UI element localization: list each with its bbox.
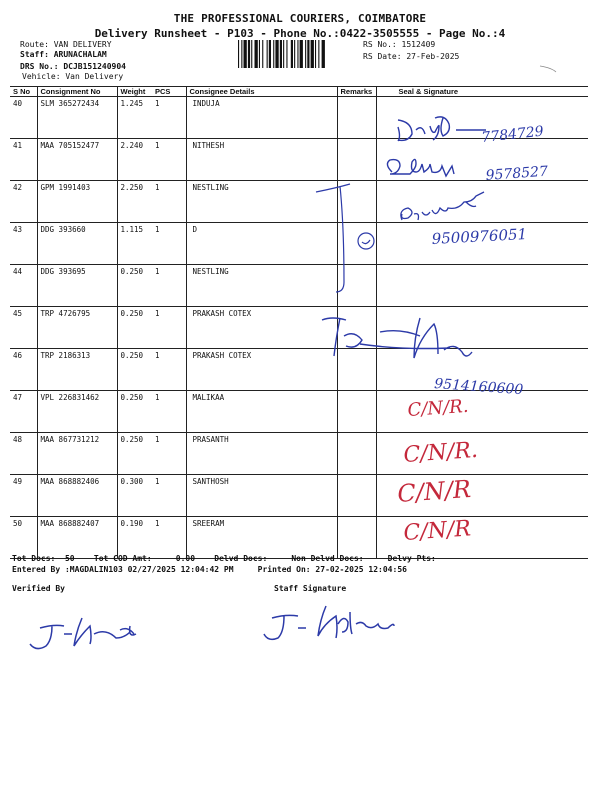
- table-row: [10, 391, 588, 433]
- row-consignee: SREERAM: [186, 517, 337, 559]
- row-consignment: MAA 867731212: [37, 433, 117, 475]
- table-row: [10, 97, 588, 139]
- row-sno: 47: [10, 391, 37, 433]
- row-pcs: 1: [152, 139, 186, 181]
- row-pcs: 1: [152, 349, 186, 391]
- col-header-consignee: Consignee Details: [186, 87, 337, 97]
- company-title: THE PROFESSIONAL COURIERS, COIMBATORE: [173, 12, 427, 25]
- verified-by-label: Verified By: [12, 584, 65, 593]
- vehicle-line: Vehicle: Van Delivery: [22, 72, 124, 81]
- handwritten-phone: 9500976051: [431, 225, 528, 248]
- row-consignee: NESTLING: [186, 265, 337, 307]
- row-consignment: MAA 868882407: [37, 517, 117, 559]
- staff-signature-label: Staff Signature: [274, 584, 347, 593]
- row-weight: 0.300: [117, 475, 152, 517]
- table-row: [10, 517, 588, 559]
- row-seal-signature: [376, 349, 588, 391]
- barcode-bar: [311, 40, 314, 68]
- row-remarks: [337, 307, 376, 349]
- table-row: [10, 139, 588, 181]
- row-seal-signature: [376, 433, 588, 475]
- col-header-weight: Weight: [117, 87, 152, 97]
- barcode-bar: [280, 40, 282, 68]
- row-pcs: 1: [152, 307, 186, 349]
- row-consignment: TRP 4726795: [37, 307, 117, 349]
- barcode-bar: [305, 40, 306, 68]
- row-consignee: PRASANTH: [186, 433, 337, 475]
- col-header-seal: Seal & Signature: [376, 87, 588, 97]
- row-consignee: MALIKAA: [186, 391, 337, 433]
- row-consignee: PRAKASH COTEX: [186, 349, 337, 391]
- row-weight: 0.250: [117, 265, 152, 307]
- row-remarks: [337, 475, 376, 517]
- row-consignee: SANTHOSH: [186, 475, 337, 517]
- handwritten-cnr: C/N/R: [402, 516, 472, 546]
- row-pcs: 1: [152, 265, 186, 307]
- row-consignee: INDUJA: [186, 97, 337, 139]
- row-consignment: MAA 868882406: [37, 475, 117, 517]
- row-remarks: [337, 517, 376, 559]
- barcode-bar: [259, 40, 260, 68]
- barcode-bar: [318, 40, 319, 68]
- row-sno: 44: [10, 265, 37, 307]
- table-header-row: [10, 87, 588, 97]
- stray-mark: [540, 66, 556, 72]
- row-seal-signature: [376, 265, 588, 307]
- barcode-bar: [255, 40, 258, 68]
- row-remarks: [337, 223, 376, 265]
- row-seal-signature: [376, 139, 588, 181]
- barcode-bar: [283, 40, 284, 68]
- barcode-bar: [248, 40, 250, 68]
- row-weight: 2.240: [117, 139, 152, 181]
- row-seal-signature: [376, 181, 588, 223]
- table-row: [10, 475, 588, 517]
- runsheet-table: [10, 86, 588, 559]
- row-weight: 0.190: [117, 517, 152, 559]
- barcode-bar: [322, 40, 325, 68]
- barcode-bar: [307, 40, 309, 68]
- row-seal-signature: [376, 223, 588, 265]
- drs-line: DRS No.: DCJB151240904: [20, 62, 126, 71]
- barcode-bar: [286, 40, 287, 68]
- col-header-sno: S No: [10, 87, 37, 97]
- row-seal-signature: [376, 475, 588, 517]
- handwritten-phone: 7784729: [480, 123, 545, 146]
- row-sno: 41: [10, 139, 37, 181]
- row-consignment: SLM 365272434: [37, 97, 117, 139]
- row-weight: 1.115: [117, 223, 152, 265]
- row-weight: 2.250: [117, 181, 152, 223]
- row-sno: 50: [10, 517, 37, 559]
- row-seal-signature: [376, 517, 588, 559]
- row-remarks: [337, 349, 376, 391]
- table-row: [10, 181, 588, 223]
- rs-number: RS No.: 1512409: [363, 40, 436, 49]
- row-weight: 0.250: [117, 349, 152, 391]
- entered-line: Entered By :MAGDALIN103 02/27/2025 12:04:42 PM Printed On: 27-02-2025 12:04:56: [12, 565, 407, 574]
- barcode: [238, 40, 350, 68]
- row-remarks: [337, 265, 376, 307]
- table-row: [10, 349, 588, 391]
- handwritten-phone: 9578527: [485, 163, 549, 184]
- row-remarks: [337, 391, 376, 433]
- barcode-bar: [241, 40, 242, 68]
- row-consignment: MAA 705152477: [37, 139, 117, 181]
- row-consignee: NESTLING: [186, 181, 337, 223]
- row-weight: 1.245: [117, 97, 152, 139]
- handwritten-cnr: C/N/R: [396, 474, 472, 508]
- barcode-bar: [238, 40, 239, 68]
- row-consignment: DDG 393660: [37, 223, 117, 265]
- handwritten-phone: 9514160600: [433, 376, 524, 399]
- row-remarks: [337, 139, 376, 181]
- runsheet-subtitle: Delivery Runsheet - P103 - Phone No.:0422-3505555 - Page No.:4: [94, 27, 506, 40]
- table-row: [10, 433, 588, 475]
- barcode-bar: [300, 40, 303, 68]
- row-pcs: 1: [152, 223, 186, 265]
- row-sno: 48: [10, 433, 37, 475]
- col-header-remarks: Remarks: [337, 87, 376, 97]
- staff-line: Staff: ARUNACHALAM: [20, 50, 107, 59]
- route-line: Route: VAN DELIVERY: [20, 40, 112, 49]
- row-seal-signature: [376, 391, 588, 433]
- rs-date: RS Date: 27-Feb-2025: [363, 52, 460, 61]
- row-weight: 0.250: [117, 391, 152, 433]
- row-remarks: [337, 181, 376, 223]
- barcode-bar: [269, 40, 271, 68]
- totals-line: Tot Docs: 50 Tot COD Amt: 0.00 Delvd Docs: Non Delvd Docs: Delvy Pts:: [12, 554, 436, 563]
- row-sno: 45: [10, 307, 37, 349]
- row-consignment: TRP 2186313: [37, 349, 117, 391]
- col-header-pcs: PCS: [152, 87, 186, 97]
- row-consignee: NITHESH: [186, 139, 337, 181]
- row-sno: 42: [10, 181, 37, 223]
- row-sno: 49: [10, 475, 37, 517]
- handwritten-cnr: C/N/R.: [406, 395, 470, 421]
- row-pcs: 1: [152, 97, 186, 139]
- table-row: [10, 265, 588, 307]
- row-sno: 40: [10, 97, 37, 139]
- row-remarks: [337, 433, 376, 475]
- barcode-bar: [315, 40, 316, 68]
- row-consignment: VPL 226831462: [37, 391, 117, 433]
- barcode-bar: [251, 40, 252, 68]
- row-pcs: 1: [152, 475, 186, 517]
- row-pcs: 1: [152, 517, 186, 559]
- verified-signature: [30, 618, 136, 649]
- col-header-consignment: Consignment No: [37, 87, 117, 97]
- row-weight: 0.250: [117, 307, 152, 349]
- row-pcs: 1: [152, 433, 186, 475]
- row-seal-signature: [376, 97, 588, 139]
- barcode-bar: [273, 40, 274, 68]
- barcode-bar: [291, 40, 293, 68]
- barcode-bar: [275, 40, 278, 68]
- row-sno: 46: [10, 349, 37, 391]
- table-row: [10, 223, 588, 265]
- row-weight: 0.250: [117, 433, 152, 475]
- row-consignee: PRAKASH COTEX: [186, 307, 337, 349]
- row-consignment: GPM 1991403: [37, 181, 117, 223]
- row-sno: 43: [10, 223, 37, 265]
- handwritten-cnr: C/N/R.: [402, 437, 479, 468]
- row-consignment: DDG 393695: [37, 265, 117, 307]
- row-seal-signature: [376, 307, 588, 349]
- staff-signature-ink: [264, 606, 394, 639]
- row-pcs: 1: [152, 181, 186, 223]
- barcode-bar: [297, 40, 298, 68]
- row-remarks: [337, 97, 376, 139]
- barcode-bar: [294, 40, 295, 68]
- barcode-bar: [262, 40, 263, 68]
- barcode-bar: [267, 40, 268, 68]
- row-consignee: D: [186, 223, 337, 265]
- row-pcs: 1: [152, 391, 186, 433]
- table-row: [10, 307, 588, 349]
- barcode-bar: [244, 40, 247, 68]
